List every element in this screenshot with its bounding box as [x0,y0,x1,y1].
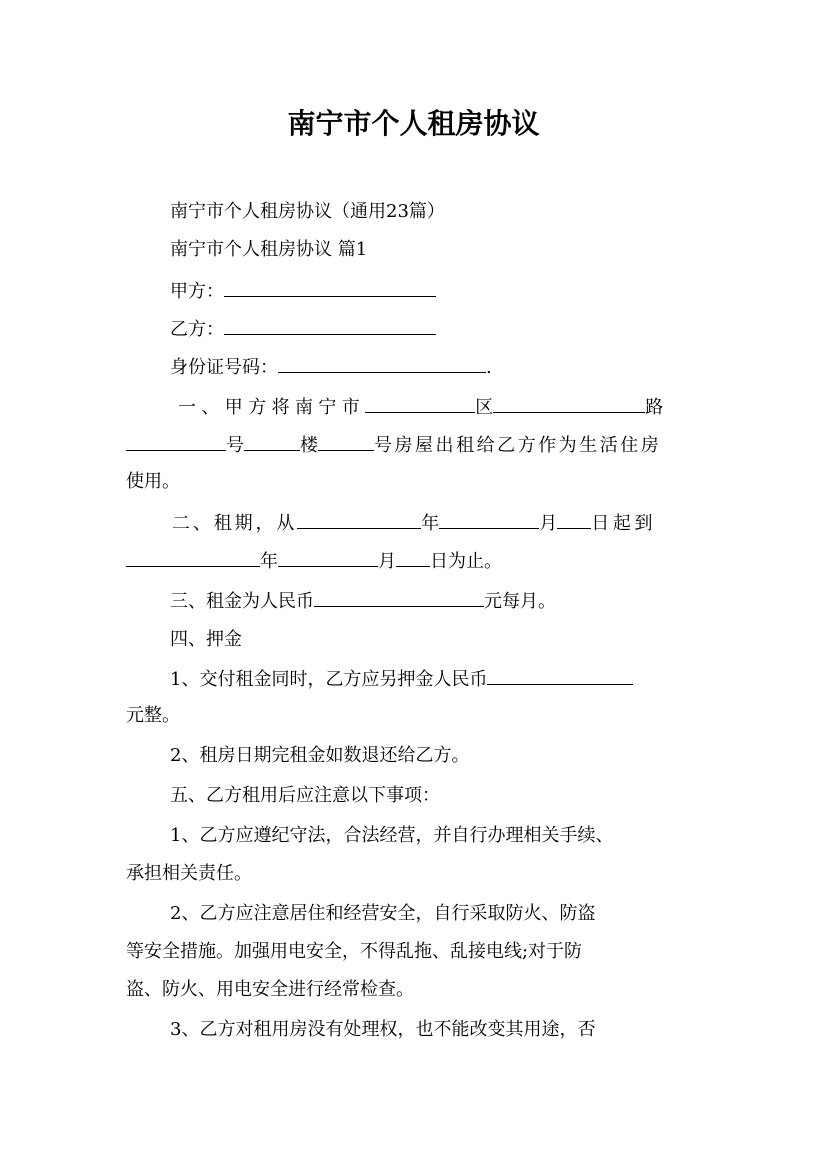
clause-2-text-a: 二、租期，从 [172,513,298,534]
blank [297,508,421,529]
party-b-line [170,314,436,344]
clause-5-2-line-1: 2、乙方应注意居住和经营安全，自行采取防火、防盗 [170,903,596,924]
clause-2-text-b: 年 [421,513,440,534]
blank [439,508,539,529]
clause-4-heading: 四、押金 [170,629,242,650]
clause-5-2-line-2: 等安全措施。加强用电安全，不得乱拖、乱接电线;对于防 [126,941,583,962]
blank [396,546,430,567]
clause-5-2-line-3: 盗、防火、用电安全进行经常检查。 [126,979,414,1000]
clause-1-text-b: 区 [475,397,494,418]
party-b-blank [224,314,436,335]
blank [493,392,645,413]
clause-2-text-g: 日为止。 [430,551,502,572]
subtitle: 南宁市个人租房协议（通用23篇） [170,201,445,222]
clause-1-line-2 [126,430,661,460]
clause-1-line-1 [178,392,663,422]
part-heading: 南宁市个人租房协议 篇1 [170,239,368,260]
clause-3-text-a: 三、租金为人民币 [170,591,314,612]
blank [126,430,226,451]
document-title: 南宁市个人租房协议 [287,107,540,140]
clause-3-text-b: 元每月。 [484,591,556,612]
clause-1-text-f: 号房屋出租给乙方作为生活住房 [374,435,662,456]
clause-4-2: 2、租房日期完租金如数退还给乙方。 [170,745,470,766]
clause-1-text-a: 一、甲方将南宁市 [178,397,366,418]
blank [244,430,300,451]
clause-2-text-e: 年 [260,551,278,572]
blank [487,664,633,685]
id-line [170,352,492,382]
party-a-line [170,276,436,306]
blank [278,546,378,567]
clause-5-heading: 五、乙方租用后应注意以下事项： [170,785,440,806]
clause-2-line-1 [172,508,656,538]
blank [557,508,591,529]
blank [314,586,484,607]
clause-1-text-e: 楼 [300,435,318,456]
clause-4-1-line-1 [170,664,633,694]
id-blank [278,352,486,373]
clause-2-text-d: 日起到 [591,513,657,534]
clause-2-text-c: 月 [539,513,558,534]
clause-5-1-line-1: 1、乙方应遵纪守法，合法经营，并自行办理相关手续、 [170,825,614,846]
clause-4-1-text: 1、交付租金同时，乙方应另押金人民币 [170,669,488,690]
clause-1-text-c: 路 [645,397,664,418]
clause-2-text-f: 月 [378,551,396,572]
clause-4-1-line-2: 元整。 [126,705,180,726]
clause-1-text-d: 号 [226,435,244,456]
blank [318,430,374,451]
id-label: 身份证号码： [170,357,278,378]
blank [126,546,260,567]
clause-2-line-2 [126,546,502,576]
clause-5-1-line-2: 承担相关责任。 [126,863,252,884]
clause-1-line-3: 使用。 [126,471,180,492]
party-a-label: 甲方： [170,281,224,302]
clause-3-line [170,586,556,616]
blank [365,392,475,413]
clause-5-3-line-1: 3、乙方对租用房没有处理权，也不能改变其用途，否 [170,1019,596,1040]
id-end: . [486,357,492,378]
party-b-label: 乙方： [170,319,224,340]
party-a-blank [224,276,436,297]
